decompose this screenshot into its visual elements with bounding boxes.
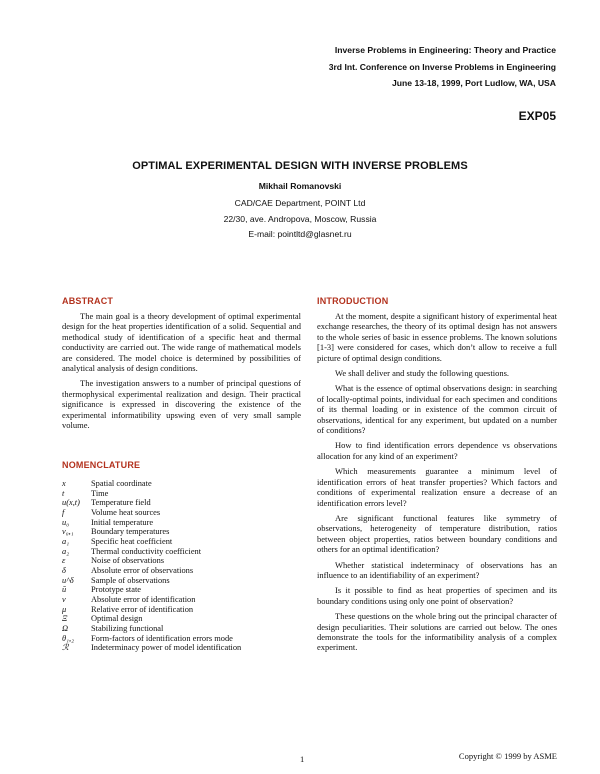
nomenclature-symbol: ℛ (62, 643, 69, 653)
introduction-paragraph: At the moment, despite a significant history of experimental heat exchange researches, the theory of its optimal design has not answers to the whole series of basic in essence problems. The known solutions [1-3] were considered for cases, which don’t allow to receive a full picture of optimal design conditions. (317, 311, 557, 363)
nomenclature-symbol: a₁ (62, 536, 70, 546)
paper-title: OPTIMAL EXPERIMENTAL DESIGN WITH INVERSE PROBLEMS (132, 160, 468, 172)
nomenclature-description: Relative error of identification (91, 604, 194, 614)
nomenclature-item (62, 595, 302, 605)
nomenclature-description: Initial temperature (91, 517, 154, 527)
nomenclature-symbol: v₀,₁ (62, 527, 74, 537)
nomenclature-item (62, 498, 302, 508)
nomenclature-description: Temperature field (91, 498, 151, 508)
nomenclature-symbol: Ξ (62, 614, 68, 624)
nomenclature-symbol: u₀ (62, 517, 70, 527)
nomenclature-description: Form-factors of identification errors mode (91, 633, 233, 643)
nomenclature-list (62, 479, 302, 653)
conference-line: 3rd Int. Conference on Inverse Problems in Engineering (328, 61, 556, 72)
nomenclature-item (62, 556, 302, 566)
nomenclature-description: Stabilizing functional (91, 623, 164, 633)
nomenclature-description: Noise of observations (91, 556, 165, 566)
affiliation-email: E-mail: pointltd@glasnet.ru (248, 229, 352, 239)
nomenclature-symbol: u(x,t) (62, 498, 80, 508)
abstract-section (62, 296, 301, 435)
nomenclature-symbol: μ (62, 604, 67, 614)
nomenclature-symbol: t (62, 488, 65, 498)
nomenclature-symbol: ν (62, 594, 66, 604)
nomenclature-symbol: a₂ (62, 546, 70, 556)
conference-line: June 13-18, 1999, Port Ludlow, WA, USA (392, 78, 556, 88)
introduction-paragraph: We shall deliver and study the following questions. (335, 368, 510, 379)
nomenclature-description: Time (91, 488, 109, 498)
nomenclature-item (62, 634, 302, 644)
nomenclature-item (62, 566, 302, 576)
introduction-paragraph: How to find identification errors dependence vs observations allocation for any kind of an experiment? (317, 440, 557, 461)
nomenclature-symbol: f (62, 507, 65, 517)
page-number: 1 (300, 754, 305, 764)
nomenclature-item (62, 576, 302, 586)
nomenclature-item (62, 643, 302, 653)
affiliation-address: 22/30, ave. Andropova, Moscow, Russia (223, 213, 377, 224)
nomenclature-item (62, 537, 302, 547)
nomenclature-symbol: ū (62, 585, 67, 595)
nomenclature-item (62, 527, 302, 537)
introduction-paragraph: Is it possible to find as heat properties of specimen and its boundary conditions using only one point of observation? (317, 585, 557, 606)
nomenclature-item (62, 518, 302, 528)
nomenclature-description: Absolute error of observations (91, 565, 194, 575)
nomenclature-item (62, 624, 302, 634)
introduction-heading: INTRODUCTION (317, 296, 389, 306)
nomenclature-description: Thermal conductivity coefficient (91, 546, 202, 556)
introduction-paragraph: Whether statistical indeterminacy of observations has an influence to an identifiability of an experiment? (317, 559, 557, 580)
introduction-section (317, 296, 557, 658)
nomenclature-item (62, 489, 302, 499)
conference-header (329, 42, 556, 92)
abstract-heading: ABSTRACT (62, 296, 114, 306)
nomenclature-item (62, 479, 302, 489)
author-name: Mikhail Romanovski (258, 181, 342, 191)
nomenclature-item (62, 508, 302, 518)
nomenclature-description: Spatial coordinate (91, 479, 152, 488)
nomenclature-heading: NOMENCLATURE (62, 460, 141, 470)
nomenclature-item (62, 605, 302, 615)
nomenclature-symbol: Ω (62, 623, 69, 633)
nomenclature-description: Sample of observations (91, 575, 170, 585)
affiliation-department: CAD/CAE Department, POINT Ltd (234, 198, 366, 208)
introduction-paragraph: What is the essence of optimal observations design: in searching of locally-optimal points, individual for each specimen and conditions of its thermal loading or in existence of the common circuit of observations, identical for any experiment, but updated on a number of conditions? (317, 383, 557, 436)
nomenclature-item (62, 614, 302, 624)
nomenclature-description: Prototype state (91, 585, 142, 595)
introduction-paragraph: These questions on the whole bring out the principal character of design peculiarities. Their solutions are carried out below. The ones demonstrate the tools for the informatibility analysis of a complex experiment. (317, 611, 557, 653)
nomenclature-symbol: δ (62, 565, 66, 575)
nomenclature-description: Absolute error of identification (91, 594, 196, 604)
nomenclature-description: Specific heat coefficient (91, 536, 173, 546)
nomenclature-description: Volume heat sources (91, 507, 161, 517)
nomenclature-symbol: ε (62, 556, 66, 566)
nomenclature-symbol: θ₁,₂ (62, 633, 75, 643)
nomenclature-item (62, 585, 302, 595)
introduction-paragraph: Are significant functional features like symmetry of observations, heterogeneity of temperature distribution, ratios between object properties, ratios between boundary conditions and others for an optimal identification? (317, 512, 557, 555)
nomenclature-symbol: u^δ (62, 575, 74, 585)
abstract-paragraph: The main goal is a theory development of optimal experimental design for the heat properties identification of a solid. Sequential and methodical study of identification of a specific heat and thermal conductivity are carried out. The wide range of mathematical models are considered. The model choice is determined by possibilities of analytical analysis of design conditions. (62, 311, 301, 374)
paper-code: EXP05 (518, 109, 556, 123)
nomenclature-description: Indeterminacy power of model identification (91, 643, 242, 653)
affiliation (0, 196, 600, 243)
abstract-paragraph: The investigation answers to a number of principal questions of thermophysical experimental realization and design. Their practical significance is expressed in discovering the existence of the experimental informatibility upswing even of very small sample volume. (62, 378, 301, 431)
nomenclature-description: Optimal design (91, 614, 143, 624)
nomenclature-description: Boundary temperatures (91, 527, 170, 537)
nomenclature-symbol: x (62, 479, 66, 488)
nomenclature-item (62, 547, 302, 557)
introduction-paragraph: Which measurements guarantee a minimum level of identification errors of heat transfer properties? Which factors and conditions of experimental realization ensure a decrease of an identification errors level? (317, 466, 557, 508)
conference-line: Inverse Problems in Engineering: Theory and Practice (334, 45, 556, 55)
copyright-notice: Copyright © 1999 by ASME (458, 751, 557, 761)
